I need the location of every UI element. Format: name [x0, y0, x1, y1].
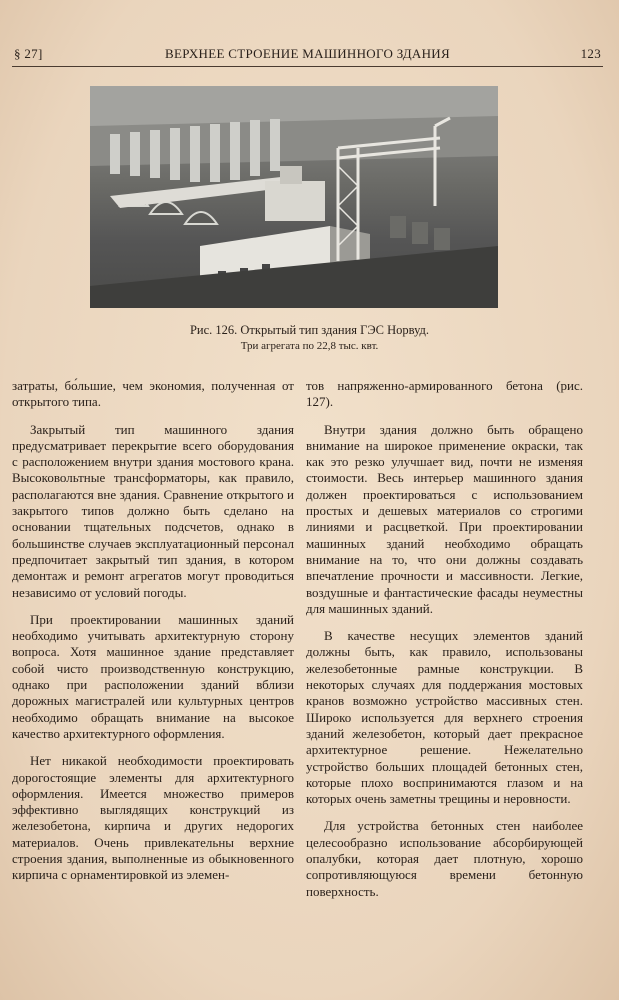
- paragraph: Внутри здания должно быть обращено внимание на широкое применение окраски, так как это резко улучшает вид, почти не изменяя стоимости. Весь интерьер машинного здания должен проектироваться с использованием простых и дешевых материалов со строгими линиями и расцветкой. При проектировании машинных зданий необходимо обращать внимание на то, что они должны создавать впечатление прочности и массивности. Легкие, воздушные и фантастические фасады неуместны для машинных зданий.: [306, 421, 583, 616]
- left-column: [12, 378, 294, 895]
- paragraph: Закрытый тип машинного здания предусматривает перекрытие всего оборудования с расположением внутри здания мостового крана. Высоковольтные трансформаторы, как правило, располагаются вне здания. Сравнение открытого и закрытого типов должно быть сделано на основании тщательных подсчетов, однако в большинстве случаев эксплуатационный персонал предпочитает закрытый тип здания, в котором демонтаж и ремонт агрегатов могут проводиться независимо от условий погоды.: [12, 421, 294, 600]
- caption-title: Рис. 126. Открытый тип здания ГЭС Норвуд.: [189, 323, 430, 337]
- running-header: [12, 44, 603, 64]
- figure-photo-powerhouse: [90, 86, 498, 308]
- paragraph: затраты, бо́льшие, чем экономия, полученная от открытого типа.: [12, 378, 294, 410]
- paragraph: При проектировании машинных зданий необходимо учитывать архитектурную сторону вопроса. Хотя машинное здание представляет собой чисто производственную конструкцию, однако при расположении зданий вблизи дорожных магистралей или культурных центров необходимо обращать внимание на высокое качество архитектурного оформления.: [12, 611, 294, 741]
- page-number: 123: [580, 46, 601, 61]
- section-marker: § 27]: [14, 46, 43, 61]
- figure-caption: [60, 322, 559, 354]
- powerhouse-illustration: [90, 86, 498, 308]
- caption-subtitle: Три агрегата по 22,8 тыс. квт.: [240, 340, 379, 352]
- right-column: [306, 378, 583, 911]
- paragraph: тов напряженно-армированного бетона (рис. 127).: [306, 378, 583, 410]
- header-rule: [12, 66, 603, 67]
- paragraph: Для устройства бетонных стен наиболее целесообразно использование абсорбирующей опалубки, которая дает плотную, хорошо сопротивляющуюся времени бетонную поверхность.: [306, 818, 583, 899]
- paragraph: В качестве несущих элементов зданий должны быть, как правило, использованы железобетонные рамные конструкции. В некоторых случаях для поддержания мостовых кранов возможно устройство массивных стен. Широко используется для верхнего строения зданий железобетон, который дает прекрасное архитектурное решение. Нежелательно устройство больших площадей бетонных стен, которые плохо воспринимаются глазом и на которых очень заметны трещины и неровности.: [306, 628, 583, 807]
- paragraph: Нет никакой необходимости проектировать дорогостоящие элементы для архитектурного оформления. Имеется множество примеров эффективно выглядящих конструкций из железобетона, кирпича и других недорогих материалов. Очень привлекательны верхние строения здания, выполненные из обыкновенного кирпича с орнаментировкой из элемен-: [12, 753, 294, 883]
- chapter-title: ВЕРХНЕЕ СТРОЕНИЕ МАШИННОГО ЗДАНИЯ: [165, 46, 450, 61]
